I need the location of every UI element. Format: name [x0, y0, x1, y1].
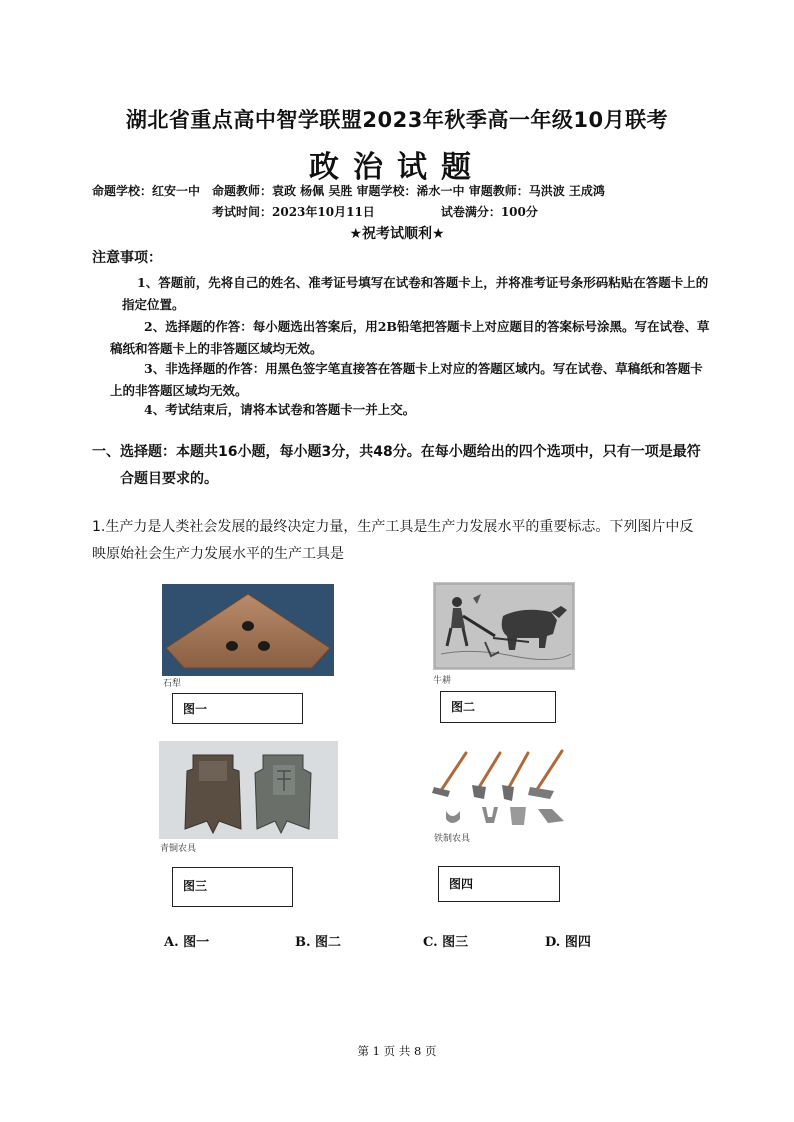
section-heading-text: 一、选择题：本题共16小题，每小题3分，共48分。在每小题给出的四个选项中，只有一项是最符合题目要求的。	[92, 444, 701, 487]
exam-title: 湖北省重点高中智学联盟2023年秋季高一年级10月联考	[125, 108, 669, 132]
option-c[interactable]: C. 图三	[423, 935, 469, 950]
page-number: 第 1 页 共 8 页	[357, 1044, 437, 1058]
subject-title: 政治试题	[309, 150, 485, 185]
figure-3-label: 图三	[172, 867, 293, 907]
notice-item-text: 2、选择题的作答：每小题选出答案后，用2B铅笔把答题卡上对应题目的答案标号涂黑。写在试卷、草稿纸和答题卡上的非答题区域均无效。	[110, 319, 710, 356]
option-d[interactable]: D. 图四	[545, 935, 591, 950]
question-1-stem: 1.生产力是人类社会发展的最终决定力量，生产工具是生产力发展水平的重要标志。下列图片中反映原始社会生产力发展水平的生产工具是	[92, 519, 694, 562]
figure-3-caption: 青铜农具	[160, 844, 197, 854]
section-heading	[92, 439, 704, 493]
exam-time: 考试时间：2023年10月11日	[212, 205, 375, 219]
iron-tools-image	[432, 745, 578, 831]
stone-plough-image	[162, 584, 334, 676]
option-b[interactable]: B. 图二	[295, 935, 342, 950]
exam-info-line	[212, 203, 538, 220]
notice-item-text: 4、考试结束后，请将本试卷和答题卡一并上交。	[144, 402, 416, 417]
figure-1-caption: 石犁	[163, 679, 182, 689]
notice-heading: 注意事项：	[92, 250, 162, 266]
bronze-tools-image	[159, 741, 338, 839]
notice-item-4	[110, 399, 712, 421]
figure-4-caption: 铁制农具	[434, 834, 471, 844]
figure-2-label: 图二	[440, 691, 556, 723]
figure-2-caption: 牛耕	[433, 676, 452, 686]
notice-item-text: 3、非选择题的作答：用黑色签字笔直接答在答题卡上对应的答题区域内。写在试卷、草稿纸和答题卡上的非答题区域均无效。	[110, 361, 703, 398]
notice-item-2	[110, 316, 712, 360]
option-a[interactable]: A. 图一	[164, 935, 210, 950]
good-luck-banner: ★祝考试顺利★	[349, 226, 445, 242]
ox-plough-image	[433, 582, 575, 670]
notice-item-3	[110, 358, 712, 402]
full-score: 试卷满分：100分	[440, 205, 538, 219]
authors-line: 命题学校：红安一中 命题教师：袁政 杨佩 吴胜 审题学校：浠水一中 审题教师：马洪波 王成鸿	[92, 184, 605, 198]
notice-item-text: 1、答题前，先将自己的姓名、准考证号填写在试卷和答题卡上，并将准考证号条形码粘贴在答题卡上的指定位置。	[122, 275, 709, 312]
figure-1-label: 图一	[172, 693, 303, 724]
notice-item-1	[122, 272, 712, 316]
figure-4-label: 图四	[438, 866, 560, 902]
